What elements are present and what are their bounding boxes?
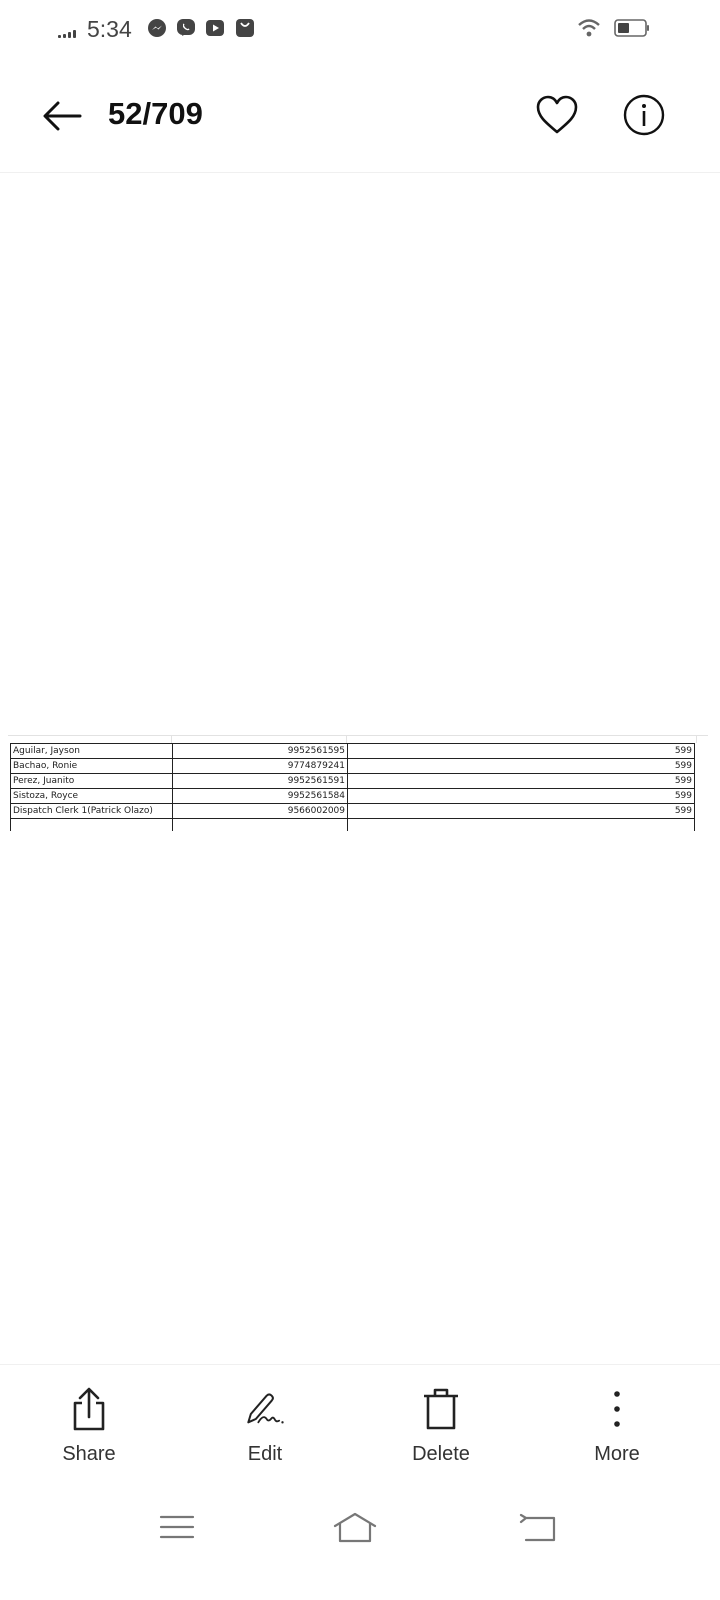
home-icon[interactable]	[332, 1510, 378, 1544]
youtube-icon	[205, 18, 225, 38]
bottom-action-bar	[0, 1364, 720, 1487]
share-label: Share	[62, 1443, 116, 1465]
wifi-icon	[577, 18, 601, 38]
name-cell: Aguilar, Jayson	[11, 744, 173, 759]
sheet-gridline	[346, 735, 347, 743]
signal-icon	[58, 30, 80, 38]
name-cell	[11, 819, 173, 832]
number-cell: 9952561584	[173, 789, 348, 804]
number-cell: 9952561595	[173, 744, 348, 759]
number-cell: 9952561591	[173, 774, 348, 789]
amount-cell: 599	[348, 744, 695, 759]
amount-cell: 599	[348, 789, 695, 804]
top-app-bar	[0, 58, 720, 173]
viber-icon	[176, 18, 196, 38]
name-cell: Perez, Juanito	[11, 774, 173, 789]
delete-button[interactable]	[371, 1387, 511, 1466]
number-cell	[173, 819, 348, 832]
spreadsheet-image	[8, 735, 708, 831]
share-icon	[69, 1387, 109, 1431]
messenger-icon	[147, 18, 167, 38]
amount-cell: 599	[348, 759, 695, 774]
edit-pen-icon	[245, 1387, 285, 1431]
sheet-gridline	[696, 735, 697, 743]
trash-icon	[421, 1387, 461, 1431]
number-cell: 9566002009	[173, 804, 348, 819]
info-icon[interactable]	[622, 93, 666, 137]
more-button[interactable]	[547, 1387, 687, 1466]
heart-icon[interactable]	[535, 94, 579, 136]
table-row	[11, 744, 695, 759]
amount-cell: 599	[348, 804, 695, 819]
table-row	[11, 804, 695, 819]
amount-cell: 599	[348, 774, 695, 789]
battery-icon	[614, 19, 650, 37]
edit-label: Edit	[247, 1443, 283, 1465]
name-cell: Bachao, Ronie	[11, 759, 173, 774]
name-cell: Sistoza, Royce	[11, 789, 173, 804]
back-arrow-icon[interactable]	[40, 96, 84, 136]
table-row	[11, 759, 695, 774]
back-nav-icon[interactable]	[518, 1510, 558, 1544]
status-bar	[0, 0, 720, 58]
image-counter-title: 52/709	[108, 96, 203, 131]
amount-cell	[348, 819, 695, 832]
table-row	[11, 774, 695, 789]
more-vertical-icon	[597, 1387, 637, 1431]
more-label: More	[594, 1443, 640, 1465]
sheet-gridline	[171, 735, 172, 743]
system-nav-bar	[0, 1486, 720, 1600]
delete-label: Delete	[412, 1443, 470, 1465]
image-viewer[interactable]	[0, 173, 720, 1363]
number-cell: 9774879241	[173, 759, 348, 774]
table-row-partial	[11, 819, 695, 832]
status-time: 5:34	[87, 16, 132, 42]
shopping-bag-icon	[235, 18, 255, 38]
recents-menu-icon[interactable]	[157, 1510, 197, 1544]
table-row	[11, 789, 695, 804]
name-cell: Dispatch Clerk 1(Patrick Olazo)	[11, 804, 173, 819]
edit-button[interactable]	[195, 1387, 335, 1466]
share-button[interactable]	[19, 1387, 159, 1466]
spreadsheet-table	[10, 743, 695, 831]
